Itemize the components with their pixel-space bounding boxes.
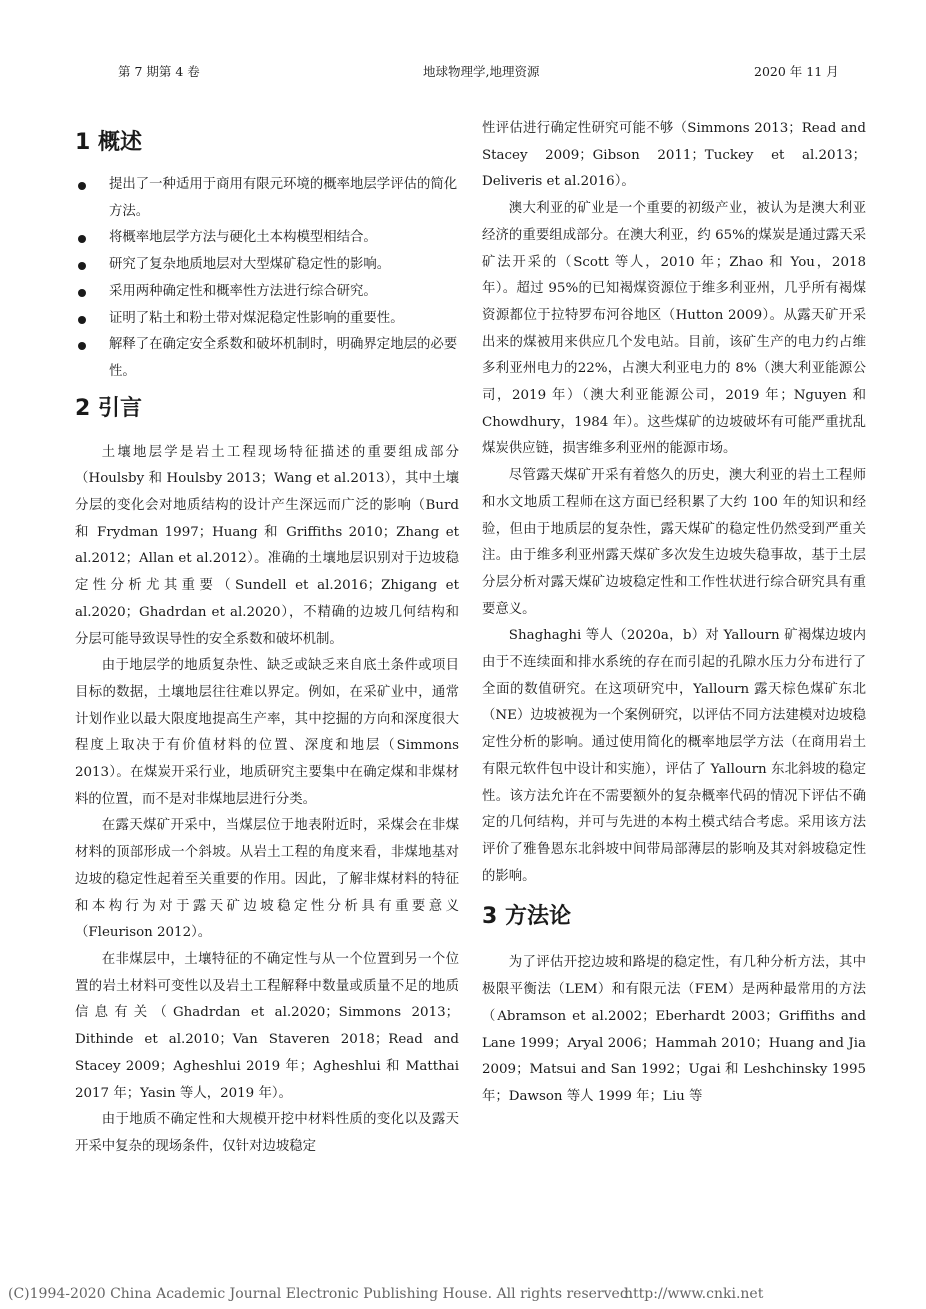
highlight-item: 研究了复杂地质地层对大型煤矿稳定性的影响。: [75, 252, 459, 279]
intro-paragraph: 澳大利亚的矿业是一个重要的初级产业，被认为是澳大利亚经济的重要组成部分。在澳大利亚，约 65%的煤炭是通过露天采矿法开采的（Scott 等人，2010 年；Zhao 和 You，2018 年）。超过 95%的已知褐煤资源位于维多利亚州，几乎所有褐煤资源都位于拉特罗布河谷地区（Hutton 2009）。从露天矿开采出来的煤被用来供应几个发电站。目前，该矿生产的电力约占维多利亚州电力的22%，占澳大利亚电力的 8%（澳大利亚能源公司，2019 年）（澳大利亚能源公司，2019 年；Nguyen 和 Chowdhury，1984 年）。这些煤矿的边坡破坏有可能严重扰乱煤炭供应链，损害维多利亚州的能源市场。: [482, 201, 866, 457]
highlight-item: 采用两种确定性和概率性方法进行综合研究。: [75, 279, 459, 306]
section-1-title: 1 概述: [75, 130, 142, 155]
highlight-item: 证明了粘土和粉土带对煤泥稳定性影响的重要性。: [75, 306, 459, 333]
highlight-item: 提出了一种适用于商用有限元环境的概率地层学评估的简化方法。: [75, 172, 459, 225]
header-date: 2020 年 11 月: [754, 64, 839, 79]
intro-paragraph: 土壤地层学是岩土工程现场特征描述的重要组成部分（Houlsby 和 Houlsby 2013；Wang et al.2013），其中土壤分层的变化会对地质结构的设计产生深远而广泛的影响（Burd 和 Frydman 1997；Huang 和 Griffiths 2010；Zhang et al.2012；Allan et al.2012）。准确的土壤地层识别对于边坡稳定性分析尤其重要（Sundell et al.2016；Zhigang et al.2020；Ghadrdan et al.2020），不精确的边坡几何结构和分层可能导致误导性的安全系数和破坏机制。: [75, 444, 459, 647]
methodology-paragraph: 为了评估开挖边坡和路堤的稳定性，有几种分析方法，其中极限平衡法（LEM）和有限元法（FEM）是两种最常用的方法（Abramson et al.2002；Eberhardt 2003；Griffiths and Lane 1999；Aryal 2006；Hammah 2010；Huang and Jia 2009；Matsui and San 1992；Ugai 和 Leshchinsky 1995 年；Dawson 等人 1999 年；Liu 等: [482, 955, 866, 1104]
intro-paragraph: 在非煤层中，土壤特征的不确定性与从一个位置到另一个位置的岩土材料可变性以及岩土工程解释中数量或质量不足的地质信息有关（Ghadrdan et al.2020；Simmons 2013；Dithinde et al.2010；Van Staveren 2018；Read and Stacey 2009；Agheshlui 2019 年；Agheshlui 和 Matthai 2017 年；Yasin 等人，2019 年）。: [75, 951, 459, 1101]
section-2-title: 2 引言: [75, 395, 142, 421]
footer-copyright: (C)1994-2020 China Academic Journal Electronic Publishing House. All rights reserved.: [8, 1286, 634, 1302]
intro-paragraph: 由于地层学的地质复杂性、缺乏或缺乏来自底土条件或项目目标的数据，土壤地层往往难以界定。例如，在采矿业中，通常计划作业以最大限度地提高生产率，其中挖掘的方向和深度很大程度上取决于有价值材料的位置、深度和地层（Simmons 2013）。在煤炭开采行业，地质研究主要集中在确定煤和非煤材料的位置，而不是对非煤地层进行分类。: [75, 658, 459, 807]
header-journal-title: 地球物理学,地理资源: [423, 64, 540, 79]
highlights-list: [75, 172, 459, 386]
intro-paragraph: Shaghaghi 等人（2020a，b）对 Yallourn 矿褐煤边坡内由于不连续面和排水系统的存在而引起的孔隙水压力分布进行了全面的数值研究。在这项研究中，Yallourn 露天棕色煤矿东北（NE）边坡被视为一个案例研究，以评估不同方法建模对边坡稳定性分析的影响。通过使用简化的概率地层学方法（在商用岩土有限元软件包中设计和实施），评估了 Yallourn 东北斜坡的稳定性。该方法允许在不需要额外的复杂概率代码的情况下评估不确定的几何结构，并可与先进的本构土模式结合考虑。采用该方法评价了雅鲁恩东北斜坡中间带局部薄层的影响及其对斜坡稳定性的影响。: [482, 628, 866, 884]
right-column: [482, 116, 866, 1111]
intro-paragraph: 尽管露天煤矿开采有着悠久的历史，澳大利亚的岩土工程师和水文地质工程师在这方面已经积累了大约 100 年的知识和经验，但由于地质层的复杂性，露天煤矿的稳定性仍然受到严重关注。由于维多利亚州露天煤矿多次发生边坡失稳事故，基于土层分层分析对露天煤矿边坡稳定性和工作性状进行综合研究具有重要意义。: [482, 468, 866, 617]
continued-paragraph: 性评估进行确定性研究可能不够（Simmons 2013；Read and Stacey 2009；Gibson 2011；Tuckey et al.2013；Deliveris et al.2016）。: [482, 121, 866, 190]
left-column: [75, 118, 459, 1161]
highlight-item: 解释了在确定安全系数和破坏机制时，明确界定地层的必要性。: [75, 332, 459, 385]
intro-paragraph: 在露天煤矿开采中，当煤层位于地表附近时，采煤会在非煤材料的顶部形成一个斜坡。从岩土工程的角度来看，非煤地基对边坡的稳定性起着至关重要的作用。因此，了解非煤材料的特征和本构行为对于露天矿边坡稳定性分析具有重要意义（Fleurison 2012）。: [75, 818, 459, 941]
header-issue: 第 7 期第 4 卷: [118, 64, 200, 79]
section-3-title: 3 方法论: [482, 904, 571, 930]
highlight-item: 将概率地层学方法与硬化土本构模型相结合。: [75, 225, 459, 252]
intro-paragraph: 由于地质不确定性和大规模开挖中材料性质的变化以及露天开采中复杂的现场条件，仅针对边坡稳定: [75, 1112, 459, 1154]
footer-url[interactable]: http://www.cnki.net: [624, 1286, 764, 1302]
